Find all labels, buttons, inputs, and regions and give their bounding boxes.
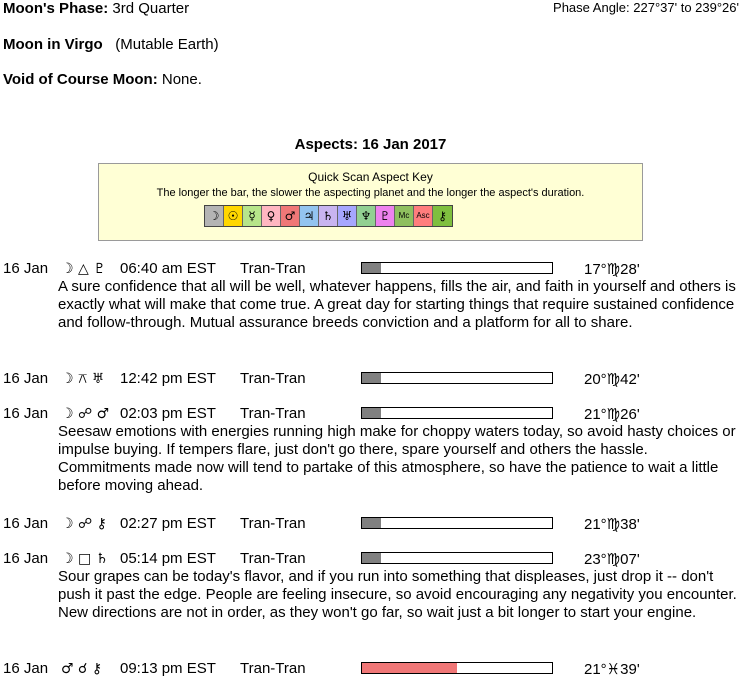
aspect-time: 09:13 pm EST: [120, 660, 216, 677]
aspect-duration-fill: [362, 518, 381, 528]
aspect-duration-bar: [361, 407, 553, 419]
aspect-glyphs: ♂ ☌ ⚷: [61, 661, 103, 677]
phase-angle: Phase Angle: 227°37' to 239°26': [553, 0, 739, 15]
aspect-date: 16 Jan: [3, 260, 49, 277]
moon-icon: ☽: [205, 206, 224, 226]
pluto-icon: ♇: [376, 206, 395, 226]
aspect-description: A sure confidence that all will be well, whatever happens, fills the air, and faith in yourself and others is exactly what will make that come true. A great day for starting things that require sustained confidence and follow-through. Mutual assurance breeds conviction and a platform for all to share.: [58, 278, 736, 331]
aspect-position: 17°♍28': [584, 261, 640, 278]
aspect-duration-bar: [361, 372, 553, 384]
mars-icon: ♂: [281, 206, 300, 226]
aspect-time: 06:40 am EST: [120, 260, 216, 277]
moon-phase-line: [3, 0, 189, 17]
void-of-course-line: [3, 71, 202, 88]
aspect-description: Sour grapes can be today's flavor, and if you run into something that displeases, just drop it -- don't push it past the edge. People are feeling insecure, so avoid encouraging any negativity you encounter. New directions are not in order, as they won't go far, so wait just a bit longer to start your engine.: [58, 568, 737, 621]
key-icon-strip: [204, 205, 453, 227]
sun-icon: ☉: [224, 206, 243, 226]
aspect-position: 21°♍38': [584, 516, 640, 533]
aspect-type: Tran-Tran: [240, 260, 306, 277]
aspect-duration-bar: [361, 552, 553, 564]
void-value: None.: [161, 71, 202, 88]
aspect-date: 16 Jan: [3, 660, 49, 677]
aspect-duration-bar: [361, 262, 553, 274]
aspect-position: 21°♍26': [584, 406, 640, 423]
moon-phase-value: 3rd Quarter: [112, 0, 190, 17]
moon-sign-line: [3, 36, 219, 53]
aspect-glyphs: ☽ △ ♇: [61, 261, 106, 277]
moon-sign-label: Moon in Virgo: [3, 36, 103, 53]
aspect-type: Tran-Tran: [240, 515, 306, 532]
key-title: Quick Scan Aspect Key: [308, 170, 433, 184]
aspect-date: 16 Jan: [3, 550, 49, 567]
aspect-date: 16 Jan: [3, 515, 49, 532]
aspect-type: Tran-Tran: [240, 550, 306, 567]
aspect-duration-fill: [362, 263, 381, 273]
moon-phase-label: Moon's Phase:: [3, 0, 109, 17]
key-description: The longer the bar, the slower the aspecting planet and the longer the aspect's duration.: [156, 187, 585, 199]
void-label: Void of Course Moon:: [3, 71, 158, 88]
aspect-duration-fill: [362, 553, 381, 563]
aspect-position: 23°♍07': [584, 551, 640, 568]
jupiter-icon: ♃: [300, 206, 319, 226]
midheaven-icon: Mc: [395, 206, 414, 226]
mercury-icon: ☿: [243, 206, 262, 226]
aspect-type: Tran-Tran: [240, 405, 306, 422]
aspect-position: 20°♍42': [584, 371, 640, 388]
aspect-duration-fill: [362, 663, 457, 673]
aspect-duration-fill: [362, 408, 381, 418]
aspect-date: 16 Jan: [3, 370, 49, 387]
venus-icon: ♀: [262, 206, 281, 226]
aspect-time: 05:14 pm EST: [120, 550, 216, 567]
aspect-type: Tran-Tran: [240, 370, 306, 387]
neptune-icon: ♆: [357, 206, 376, 226]
aspect-duration-bar: [361, 517, 553, 529]
aspects-title: Aspects: 16 Jan 2017: [294, 136, 447, 153]
aspect-position: 21°♓39': [584, 661, 640, 678]
moon-sign-value: (Mutable Earth): [115, 36, 219, 53]
aspect-type: Tran-Tran: [240, 660, 306, 677]
aspect-date: 16 Jan: [3, 405, 49, 422]
aspect-description: Seesaw emotions with energies running high make for choppy waters today, so avoid hasty choices or impulse buying. If tempers flare, just don't go there, spare yourself and others the hassle. Commitments made now will tend to partake of this atmosphere, so have the patience to wait a little before moving ahead.: [58, 423, 736, 494]
aspect-glyphs: ☽ ☍ ♂: [61, 406, 110, 422]
aspect-glyphs: ☽ ☍ ⚷: [61, 516, 107, 532]
uranus-icon: ♅: [338, 206, 357, 226]
aspect-duration-fill: [362, 373, 381, 383]
aspect-time: 02:27 pm EST: [120, 515, 216, 532]
aspect-time: 02:03 pm EST: [120, 405, 216, 422]
chiron-icon: ⚷: [433, 206, 452, 226]
aspect-key-box: [98, 163, 643, 241]
saturn-icon: ♄: [319, 206, 338, 226]
aspect-glyphs: ☽ ⚻ ♅: [61, 371, 105, 387]
aspect-duration-bar: [361, 662, 553, 674]
aspect-glyphs: ☽ □ ♄: [61, 551, 109, 567]
aspect-time: 12:42 pm EST: [120, 370, 216, 387]
ascendant-icon: Asc: [414, 206, 433, 226]
